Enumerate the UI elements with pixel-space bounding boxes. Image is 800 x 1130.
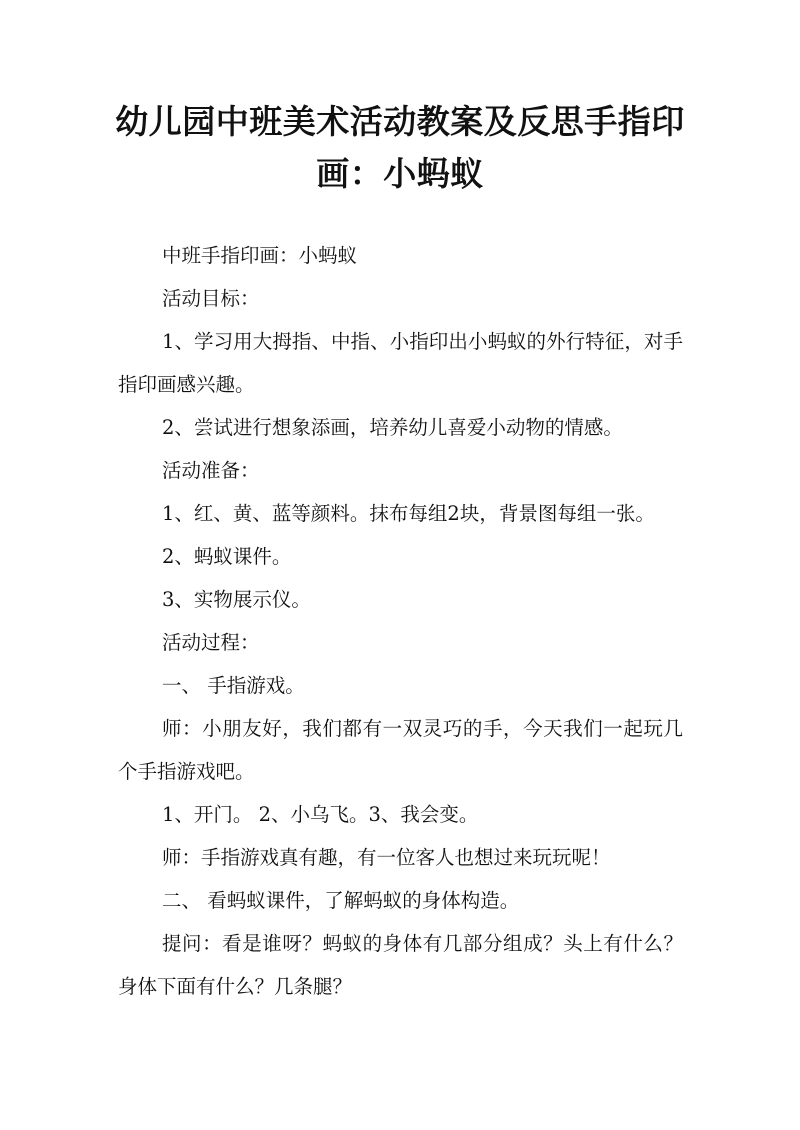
paragraph-questions: 提问：看是谁呀？蚂蚁的身体有几部分组成？头上有什么？身体下面有什么？几条腿？ <box>118 932 683 998</box>
paragraph-games-list: 1、开门。 2、小乌飞。3、我会变。 <box>162 803 479 826</box>
paragraph-teacher-2: 师：手指游戏真有趣，有一位客人也想过来玩玩呢！ <box>162 846 611 869</box>
paragraph-prep-heading: 活动准备： <box>162 459 260 482</box>
paragraph-goal-2: 2、尝试进行想象添画，培养幼儿喜爱小动物的情感。 <box>162 416 623 439</box>
paragraph-goals-heading: 活动目标： <box>162 287 260 310</box>
paragraph-subtitle: 中班手指印画：小蚂蚁 <box>162 244 358 267</box>
paragraph-prep-3: 3、实物展示仪。 <box>162 588 311 611</box>
document-body <box>118 234 683 1008</box>
paragraph-prep-1: 1、红、黄、蓝等颜料。抹布每组2块，背景图每组一张。 <box>162 502 655 525</box>
paragraph-process-heading: 活动过程： <box>162 631 260 654</box>
document-title: 幼儿园中班美术活动教案及反思手指印画：小蚂蚁 <box>115 102 685 193</box>
paragraph-step-2-heading: 二、 看蚂蚁课件，了解蚂蚁的身体构造。 <box>162 889 520 912</box>
paragraph-step-1-heading: 一、 手指游戏。 <box>162 674 305 697</box>
paragraph-prep-2: 2、蚂蚁课件。 <box>162 545 292 568</box>
paragraph-goal-1: 1、学习用大拇指、中指、小指印出小蚂蚁的外行特征，对手指印画感兴趣。 <box>118 330 683 396</box>
paragraph-teacher-1: 师：小朋友好，我们都有一双灵巧的手，今天我们一起玩几个手指游戏吧。 <box>118 717 683 783</box>
